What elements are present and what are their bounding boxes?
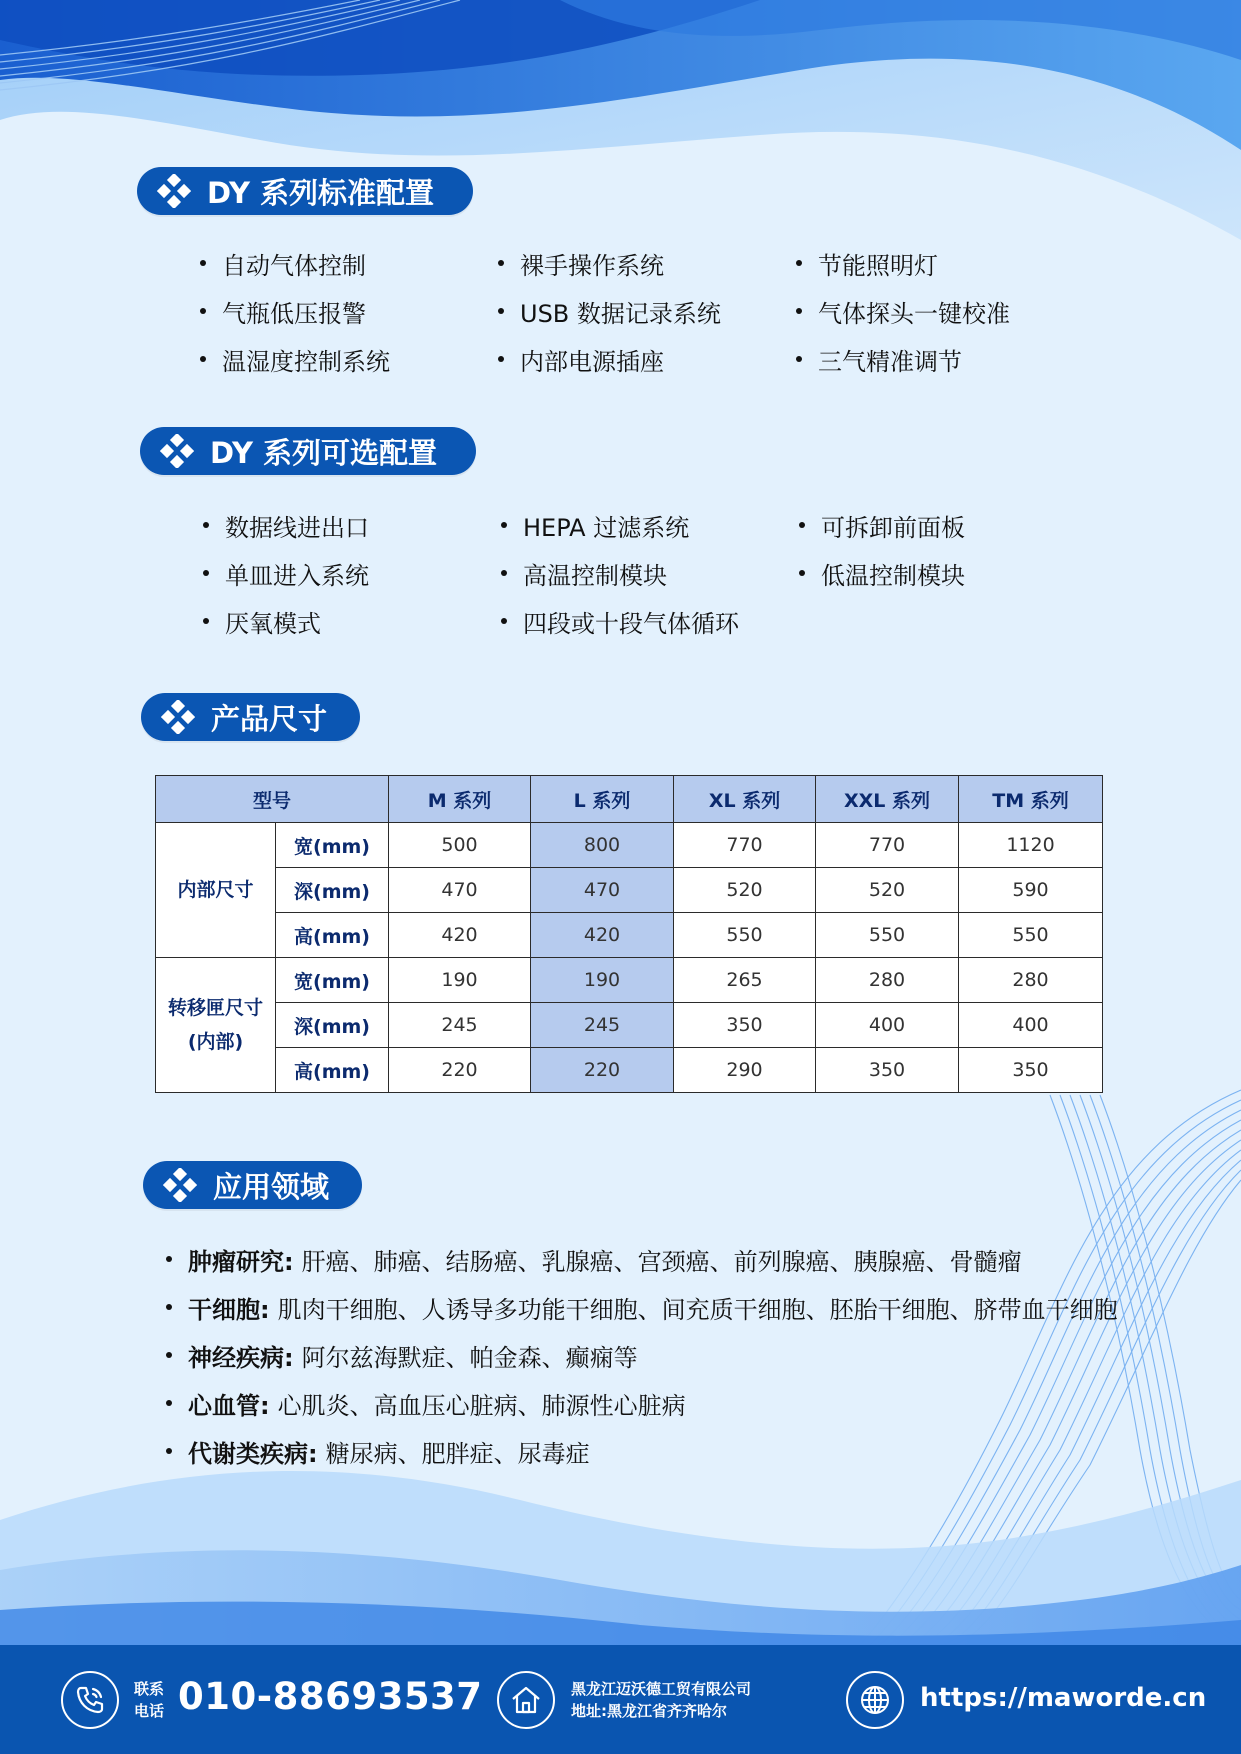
table-cell: 520 <box>674 868 816 913</box>
section-title: DY 系列可选配置 <box>210 435 438 470</box>
contact-label <box>134 1678 164 1722</box>
table-cell: 220 <box>389 1048 531 1093</box>
column-header: TM 系列 <box>959 776 1103 823</box>
table-cell: 520 <box>816 868 959 913</box>
list-item: HEPA 过滤系统 <box>501 510 799 540</box>
application-category: 肿瘤研究: <box>188 1247 294 1276</box>
table-header-row <box>156 776 1103 823</box>
list-item: 节能照明灯 <box>796 248 1094 278</box>
footer-bar <box>0 1645 1241 1754</box>
list-item <box>166 1292 1118 1322</box>
table-cell: 400 <box>816 1003 959 1048</box>
table-cell: 245 <box>531 1003 674 1048</box>
application-text: 心肌炎、高血压心脏病、肺源性心脏病 <box>277 1391 686 1420</box>
table-cell: 350 <box>959 1048 1103 1093</box>
table-cell: 770 <box>674 823 816 868</box>
table-cell: 245 <box>389 1003 531 1048</box>
home-icon <box>497 1671 555 1729</box>
table-cell: 550 <box>959 913 1103 958</box>
phone-number[interactable]: 010-88693537 <box>178 1675 483 1718</box>
list-item: 数据线进出口 <box>203 510 501 540</box>
list-item <box>166 1388 1118 1418</box>
dimension-label: 高(mm) <box>276 1048 389 1093</box>
section-header-optional <box>140 427 476 475</box>
globe-icon <box>846 1671 904 1729</box>
table-row <box>156 913 1103 958</box>
table-cell: 280 <box>959 958 1103 1003</box>
column-header: L 系列 <box>531 776 674 823</box>
dimension-label: 宽(mm) <box>276 823 389 868</box>
diamond-cluster-icon <box>163 1168 197 1202</box>
application-text: 肝癌、肺癌、结肠癌、乳腺癌、宫颈癌、前列腺癌、胰腺癌、骨髓瘤 <box>301 1247 1022 1276</box>
list-item: 单皿进入系统 <box>203 558 501 588</box>
website-link[interactable]: https://maworde.cn <box>920 1683 1207 1713</box>
table-cell: 500 <box>389 823 531 868</box>
table-cell: 470 <box>389 868 531 913</box>
table-cell: 590 <box>959 868 1103 913</box>
table-cell: 800 <box>531 823 674 868</box>
table-cell: 420 <box>531 913 674 958</box>
application-category: 代谢类疾病: <box>188 1439 318 1468</box>
application-category: 神经疾病: <box>188 1343 294 1372</box>
table-cell: 400 <box>959 1003 1103 1048</box>
model-header: 型号 <box>156 776 389 823</box>
group-label-transfer <box>156 958 276 1093</box>
table-row <box>156 823 1103 868</box>
table-cell: 470 <box>531 868 674 913</box>
application-text: 阿尔兹海默症、帕金森、癫痫等 <box>301 1343 638 1372</box>
list-item: 三气精准调节 <box>796 344 1094 374</box>
dimension-label: 宽(mm) <box>276 958 389 1003</box>
section-title: 应用领域 <box>213 1169 330 1204</box>
list-item: 可拆卸前面板 <box>799 510 1097 540</box>
list-item: USB 数据记录系统 <box>498 296 796 326</box>
diamond-cluster-icon <box>161 700 195 734</box>
applications-list <box>166 1244 1118 1484</box>
list-item: 低温控制模块 <box>799 558 1097 588</box>
dimension-label: 深(mm) <box>276 868 389 913</box>
section-header-size <box>141 693 360 741</box>
diamond-cluster-icon <box>160 434 194 468</box>
application-text: 糖尿病、肥胖症、尿毒症 <box>325 1439 590 1468</box>
list-item: 温湿度控制系统 <box>200 344 498 374</box>
dimension-label: 高(mm) <box>276 913 389 958</box>
company-address: 地址:黑龙江省齐齐哈尔 <box>571 1702 727 1720</box>
table-cell: 1120 <box>959 823 1103 868</box>
group-label-line: 转移匣尺寸 <box>167 997 263 1019</box>
table-cell: 290 <box>674 1048 816 1093</box>
section-title: DY 系列标准配置 <box>207 175 435 210</box>
diamond-cluster-icon <box>157 174 191 208</box>
list-item: 气瓶低压报警 <box>200 296 498 326</box>
section-header-standard <box>137 167 473 215</box>
phone-icon <box>61 1671 119 1729</box>
table-cell: 280 <box>816 958 959 1003</box>
list-item <box>166 1340 1118 1370</box>
list-item: 内部电源插座 <box>498 344 796 374</box>
standard-config-list <box>200 248 1094 374</box>
application-category: 心血管: <box>188 1391 270 1420</box>
list-item <box>166 1244 1118 1274</box>
company-name: 黑龙江迈沃德工贸有限公司 <box>571 1680 752 1698</box>
section-title: 产品尺寸 <box>211 701 328 736</box>
company-info <box>571 1678 751 1722</box>
section-header-applications <box>143 1161 362 1209</box>
list-item: 裸手操作系统 <box>498 248 796 278</box>
contact-label-line: 联系 <box>134 1680 165 1698</box>
table-cell: 350 <box>674 1003 816 1048</box>
column-header: XXL 系列 <box>816 776 959 823</box>
list-item: 高温控制模块 <box>501 558 799 588</box>
application-text: 肌肉干细胞、人诱导多功能干细胞、间充质干细胞、胚胎干细胞、脐带血干细胞 <box>277 1295 1118 1324</box>
table-cell: 550 <box>816 913 959 958</box>
table-cell: 190 <box>531 958 674 1003</box>
table-cell: 420 <box>389 913 531 958</box>
table-cell: 190 <box>389 958 531 1003</box>
column-header: XL 系列 <box>674 776 816 823</box>
table-row <box>156 958 1103 1003</box>
product-size-table <box>155 775 1103 1093</box>
table-row <box>156 1048 1103 1093</box>
table-cell: 550 <box>674 913 816 958</box>
table-cell: 220 <box>531 1048 674 1093</box>
list-item: 自动气体控制 <box>200 248 498 278</box>
application-category: 干细胞: <box>188 1295 270 1324</box>
group-label-line: (内部) <box>187 1031 244 1053</box>
dimension-label: 深(mm) <box>276 1003 389 1048</box>
group-label-internal: 内部尺寸 <box>156 823 276 958</box>
table-cell: 265 <box>674 958 816 1003</box>
optional-config-list <box>203 510 1097 636</box>
list-item <box>166 1436 1118 1466</box>
table-cell: 350 <box>816 1048 959 1093</box>
list-item: 四段或十段气体循环 <box>501 606 799 636</box>
table-row <box>156 1003 1103 1048</box>
list-item: 厌氧模式 <box>203 606 501 636</box>
column-header: M 系列 <box>389 776 531 823</box>
contact-label-line: 电话 <box>134 1702 165 1720</box>
table-cell: 770 <box>816 823 959 868</box>
list-item: 气体探头一键校准 <box>796 296 1094 326</box>
table-row <box>156 868 1103 913</box>
